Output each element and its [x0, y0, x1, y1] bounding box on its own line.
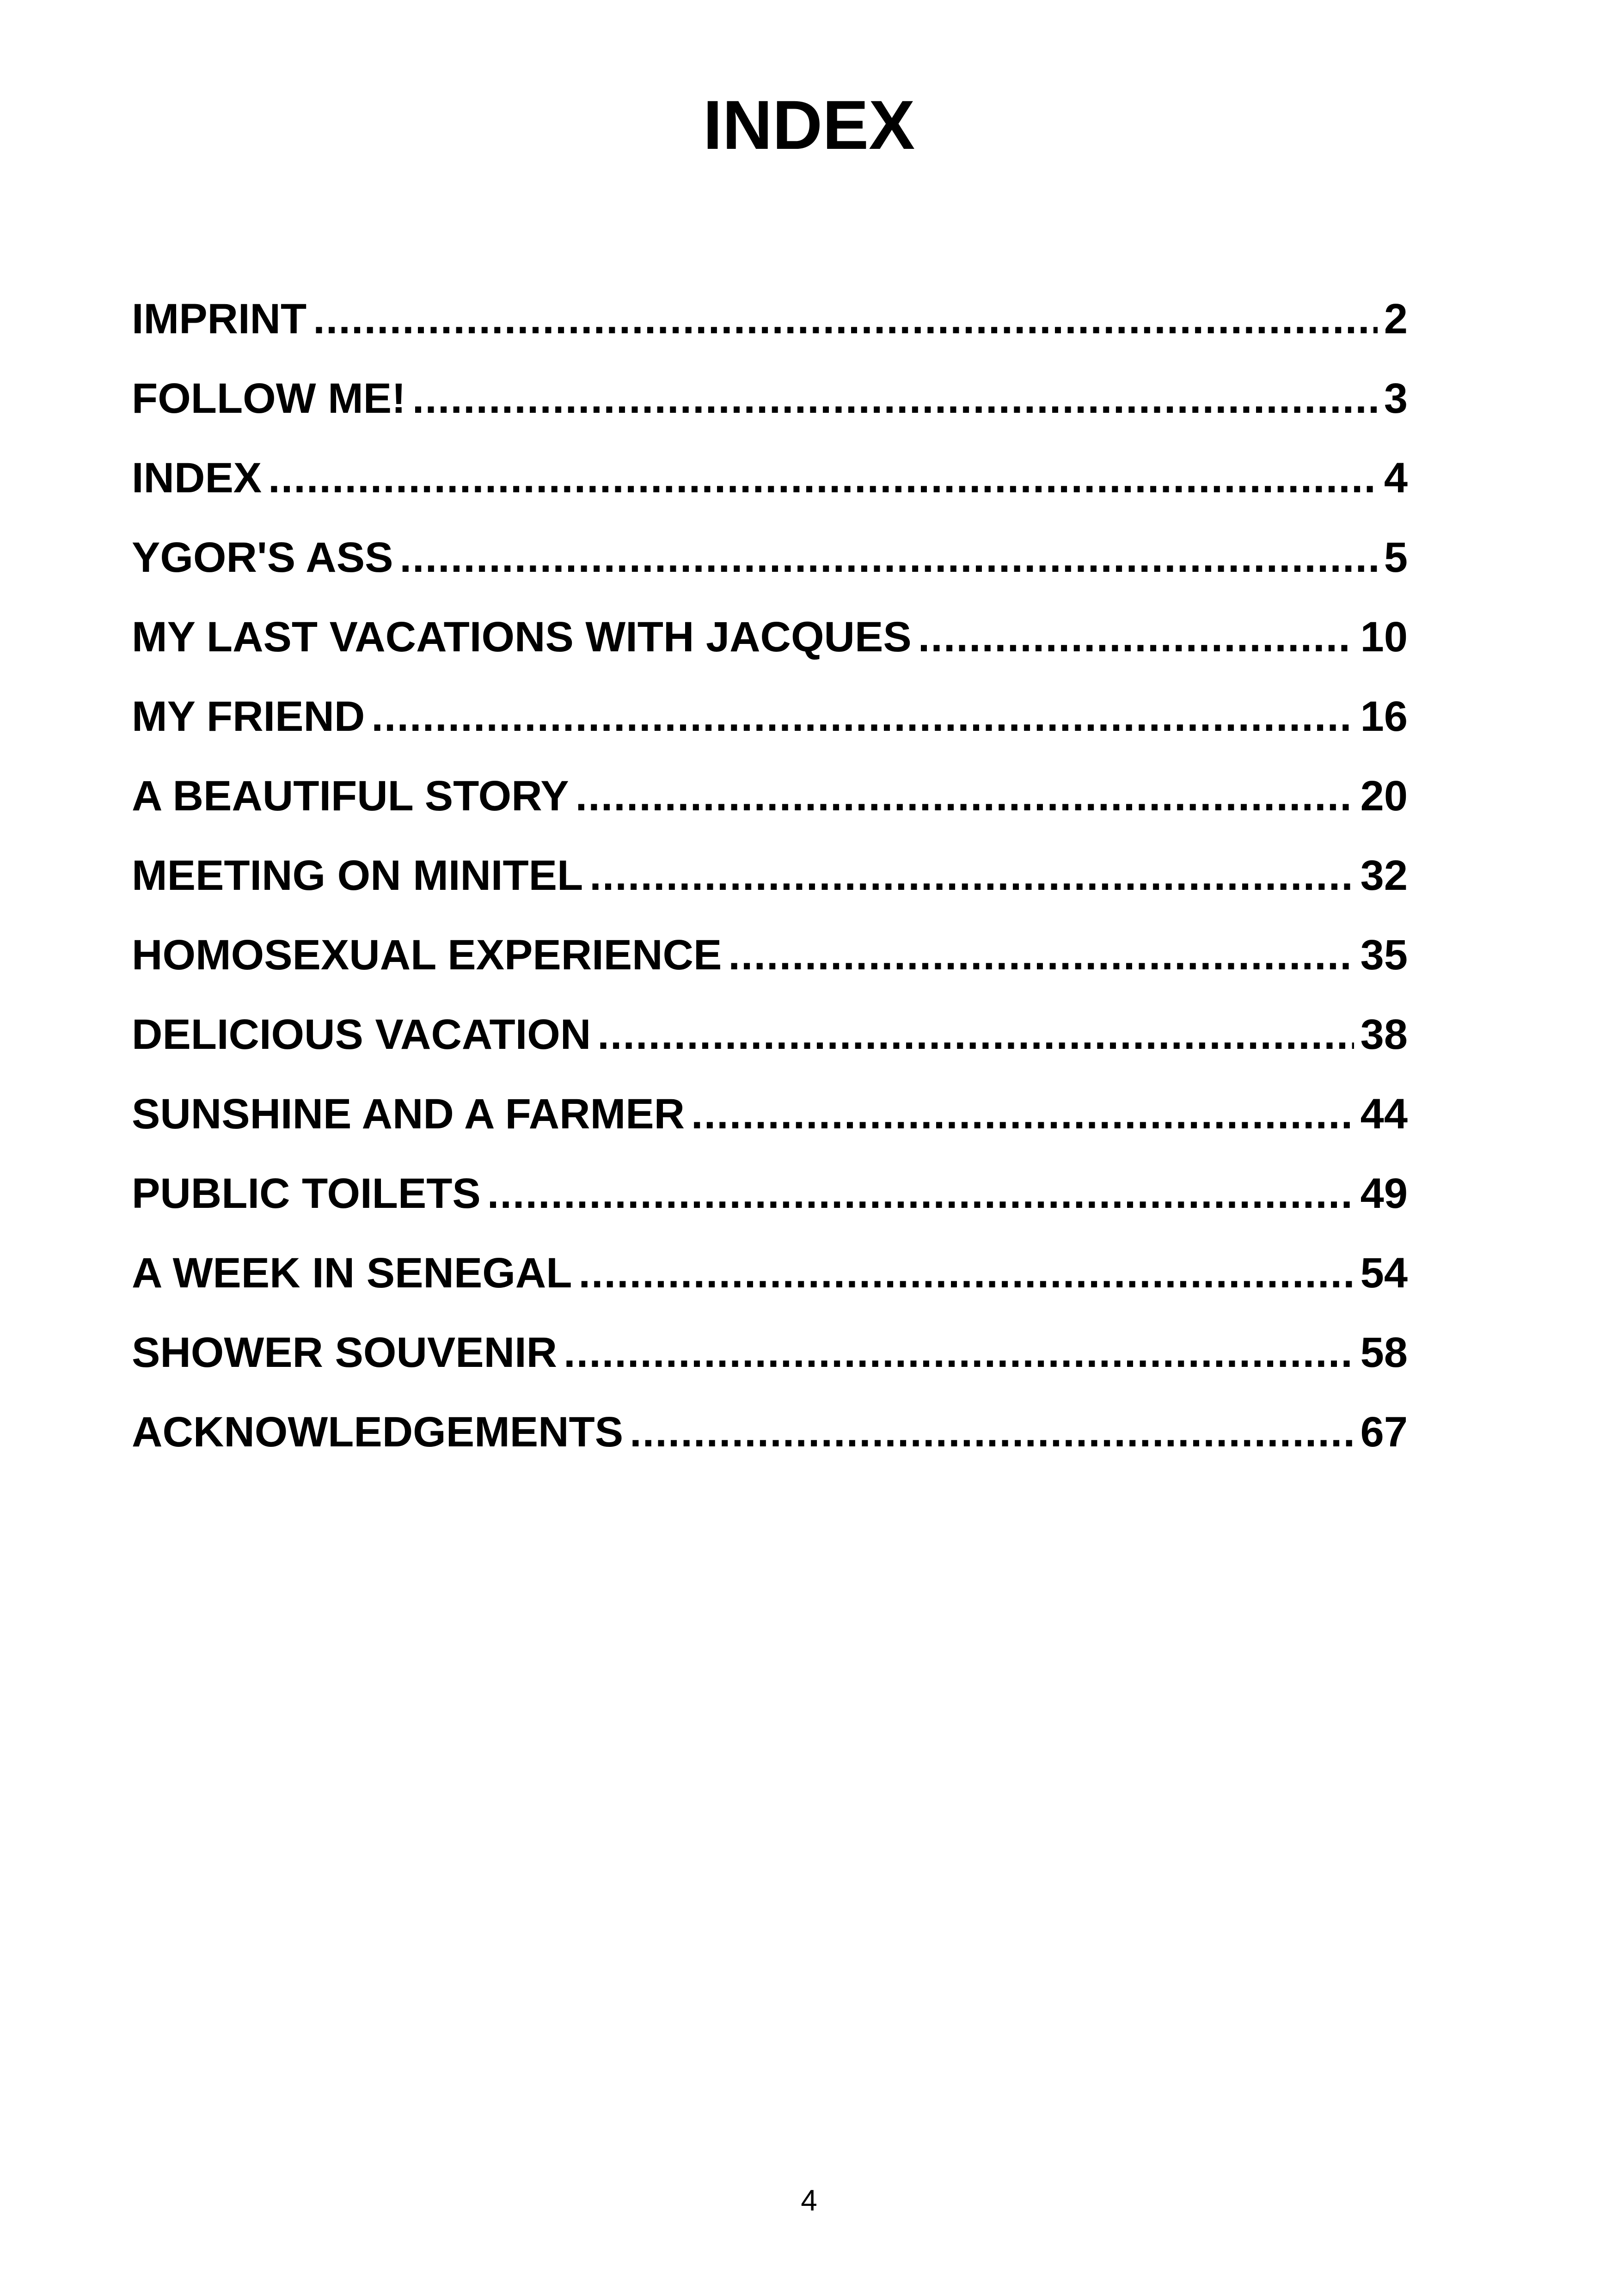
toc-page-number: 44	[1360, 1090, 1408, 1138]
toc-entry-homosexual-experience[interactable]	[132, 925, 1408, 1004]
toc-page-number: 35	[1360, 931, 1408, 979]
toc-entry-title: IMPRINT	[132, 295, 307, 343]
toc-entry-my-friend[interactable]	[132, 686, 1408, 766]
toc-entry-my-last-vacations[interactable]	[132, 607, 1408, 686]
toc-entry-title: DELICIOUS VACATION	[132, 1011, 591, 1058]
toc-dot-leader	[630, 1402, 1354, 1462]
toc-entry-meeting-on-minitel[interactable]	[132, 845, 1408, 925]
toc-page-number: 38	[1360, 1011, 1408, 1058]
toc-entry-acknowledgements[interactable]	[132, 1402, 1408, 1482]
toc-page-number: 49	[1360, 1170, 1408, 1217]
toc-entry-sunshine-and-a-farmer[interactable]	[132, 1084, 1408, 1163]
toc-dot-leader	[691, 1084, 1354, 1144]
toc-entry-title: MY FRIEND	[132, 693, 365, 740]
toc-entry-a-week-in-senegal[interactable]	[132, 1243, 1408, 1322]
toc-entry-title: PUBLIC TOILETS	[132, 1170, 481, 1217]
toc-dot-leader	[487, 1163, 1354, 1224]
toc-page-number: 3	[1384, 375, 1408, 422]
toc-dot-leader	[576, 766, 1354, 826]
toc-entry-title: SHOWER SOUVENIR	[132, 1329, 558, 1376]
toc-dot-leader	[412, 368, 1378, 429]
toc-entry-ygors-ass[interactable]	[132, 527, 1408, 607]
toc-entry-title: MEETING ON MINITEL	[132, 852, 583, 899]
toc-page-number: 16	[1360, 693, 1408, 740]
toc-entry-index[interactable]	[132, 448, 1408, 527]
toc-entry-follow-me[interactable]	[132, 368, 1408, 448]
toc-dot-leader	[371, 686, 1354, 747]
toc-page-number: 5	[1384, 534, 1408, 581]
toc-entry-title: A BEAUTIFUL STORY	[132, 772, 569, 820]
toc-entry-public-toilets[interactable]	[132, 1163, 1408, 1243]
toc-dot-leader	[918, 607, 1354, 667]
toc-entry-title: MY LAST VACATIONS WITH JACQUES	[132, 613, 912, 661]
toc-page-number: 20	[1360, 772, 1408, 820]
toc-dot-leader	[597, 1004, 1354, 1065]
toc-entry-a-beautiful-story[interactable]	[132, 766, 1408, 845]
toc-dot-leader	[399, 527, 1377, 588]
toc-dot-leader	[578, 1243, 1354, 1303]
toc-dot-leader	[589, 845, 1354, 906]
toc-entry-title: A WEEK IN SENEGAL	[132, 1249, 572, 1297]
toc-page-number: 2	[1384, 295, 1408, 343]
table-of-contents	[132, 289, 1408, 1482]
toc-page-number: 58	[1360, 1329, 1408, 1376]
toc-entry-title: INDEX	[132, 454, 262, 502]
toc-entry-title: ACKNOWLEDGEMENTS	[132, 1408, 624, 1456]
toc-page-number: 10	[1360, 613, 1408, 661]
toc-page-number: 32	[1360, 852, 1408, 899]
toc-page-number: 4	[1384, 454, 1408, 502]
toc-entry-imprint[interactable]	[132, 289, 1408, 368]
toc-page-number: 67	[1360, 1408, 1408, 1456]
toc-dot-leader	[268, 448, 1378, 508]
page-title: INDEX	[703, 86, 915, 164]
page-number-footer: 4	[801, 2184, 817, 2217]
toc-entry-title: HOMOSEXUAL EXPERIENCE	[132, 931, 722, 979]
toc-entry-title: YGOR'S ASS	[132, 534, 393, 581]
toc-dot-leader	[564, 1322, 1354, 1383]
toc-dot-leader	[313, 289, 1378, 349]
toc-entry-delicious-vacation[interactable]	[132, 1004, 1408, 1084]
toc-page-number: 54	[1360, 1249, 1408, 1297]
toc-entry-shower-souvenir[interactable]	[132, 1322, 1408, 1402]
toc-entry-title: FOLLOW ME!	[132, 375, 406, 422]
toc-entry-title: SUNSHINE AND A FARMER	[132, 1090, 685, 1138]
toc-dot-leader	[728, 925, 1354, 985]
